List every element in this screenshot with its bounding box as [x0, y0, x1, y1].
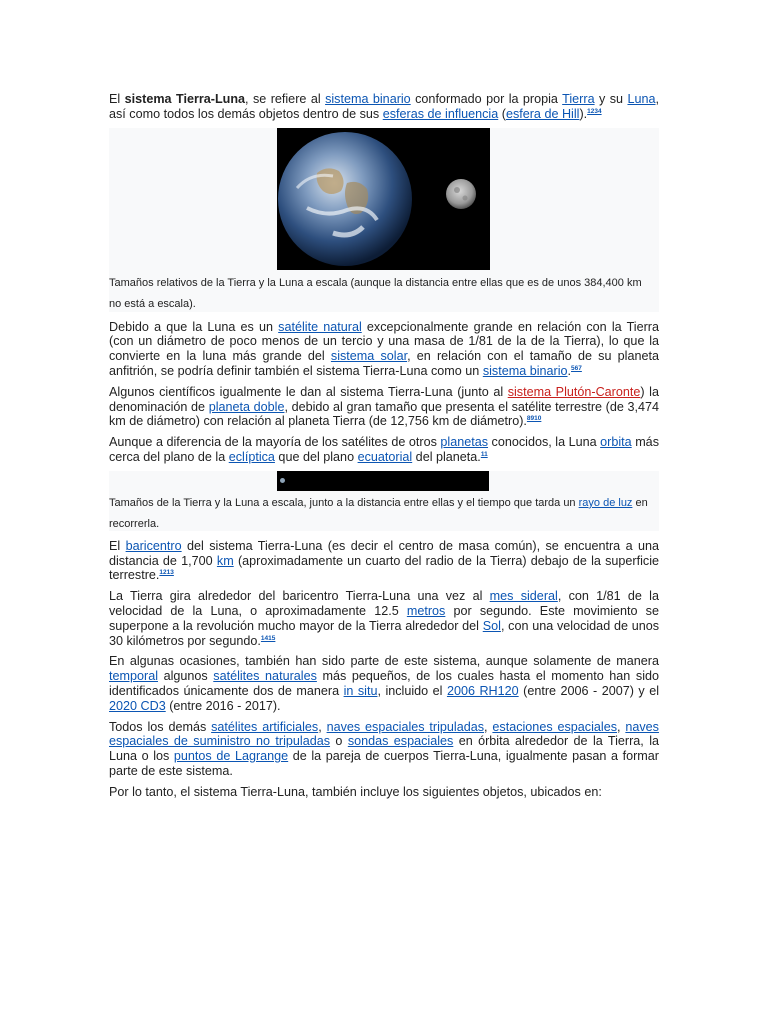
- text: ) la denominación de: [109, 384, 659, 414]
- link-satelite-natural[interactable]: satélite natural: [278, 319, 362, 334]
- text: En algunas ocasiones, también han sido parte de este sistema, aunque solamente de manera: [109, 654, 659, 669]
- link-mes-sideral[interactable]: mes sideral: [489, 589, 558, 604]
- text: , en relación con el tamaño de su planeta anfitrión, se podría definir también el sistema Tierra-Luna como un: [109, 349, 659, 378]
- reference-link[interactable]: 1213: [159, 569, 174, 577]
- link-km[interactable]: km: [216, 553, 234, 568]
- text: más cerca del plano de la: [109, 435, 659, 464]
- paragraph-intro: [109, 92, 659, 122]
- text: algunos: [158, 669, 214, 684]
- text: Tamaños de la Tierra y la Luna a escala, junto a la distancia entre ellas y el tiempo que tarda un: [109, 496, 579, 509]
- link-satelites-naturales[interactable]: satélites naturales: [213, 669, 317, 684]
- text: ,: [617, 719, 626, 734]
- text: , se refiere al: [245, 92, 326, 106]
- text: Algunos científicos igualmente le dan al sistema Tierra-Luna (junto al: [109, 384, 508, 399]
- text: , incluido el: [377, 683, 447, 698]
- text: El: [109, 538, 126, 553]
- text: más pequeños, de los cuales hasta el momento han sido identificados únicamente dos de manera: [109, 669, 659, 698]
- text: en órbita alrededor de la Tierra, la Luna o los: [109, 734, 659, 764]
- text: en recorrerla.: [109, 496, 648, 530]
- text: y su: [594, 92, 628, 106]
- link-sistema-binario-2[interactable]: sistema binario: [482, 363, 568, 378]
- text: Debido a que la Luna es un: [109, 319, 279, 334]
- paragraph-satellite: [109, 320, 659, 379]
- link-2006-rh120[interactable]: 2006 RH120: [446, 683, 519, 698]
- earth-shape: [278, 132, 412, 266]
- link-ecliptica[interactable]: eclíptica: [228, 449, 275, 464]
- earth-dot: [280, 478, 285, 483]
- text: conocidos, la Luna: [488, 435, 601, 450]
- reference-link[interactable]: 1234: [587, 107, 602, 115]
- link-rayo-de-luz[interactable]: rayo de luz: [578, 496, 633, 509]
- text: ).: [579, 106, 588, 121]
- link-sistema-solar[interactable]: sistema solar: [330, 349, 408, 364]
- text: (entre 2016 - 2017).: [165, 698, 281, 713]
- text: excepcionalmente grande en relación con la Tierra (con un diámetro de poco menos de un tercio y una masa de 1/81 de la de la Tierra), lo que la convierte en la luna más grande del: [109, 319, 659, 364]
- figure-earth-moon-sizes: [109, 128, 659, 312]
- text: La Tierra gira alrededor del baricentro Tierra-Luna una vez al: [109, 589, 490, 604]
- link-sistema-pluton-caronte[interactable]: sistema Plutón-Caronte: [507, 384, 641, 399]
- link-temporal[interactable]: temporal: [109, 669, 158, 684]
- link-naves-de-suministro[interactable]: naves espaciales de suministro no tripuladas: [109, 719, 659, 749]
- paragraph-temporary-satellites: [109, 654, 659, 713]
- link-metros[interactable]: metros: [406, 603, 446, 618]
- figure-caption: [109, 493, 654, 535]
- link-sistema-binario[interactable]: sistema binario: [325, 92, 411, 106]
- bold-term: sistema Tierra-Luna: [124, 92, 246, 106]
- paragraph-rotation: [109, 589, 659, 648]
- link-estaciones-espaciales[interactable]: estaciones espaciales: [492, 719, 617, 734]
- article-body: [109, 92, 659, 806]
- reference-link[interactable]: 567: [571, 364, 582, 372]
- link-sondas-espaciales[interactable]: sondas espaciales: [347, 734, 454, 749]
- link-esferas-de-influencia[interactable]: esferas de influencia: [382, 106, 499, 121]
- text: Todos los demás: [109, 719, 212, 734]
- link-2020-cd3[interactable]: 2020 CD3: [109, 698, 166, 713]
- link-naves-espaciales-tripuladas[interactable]: naves espaciales tripuladas: [326, 719, 485, 734]
- link-tierra[interactable]: Tierra: [562, 92, 595, 106]
- link-puntos-de-lagrange[interactable]: puntos de Lagrange: [173, 749, 289, 764]
- figure-caption: Tamaños relativos de la Tierra y la Luna a escala (aunque la distancia entre ellas que es de unos 384,400 km no está a escala).: [109, 276, 642, 310]
- text: El: [109, 92, 125, 106]
- text: de la pareja de cuerpos Tierra-Luna, igualmente pasan a formar parte de este sistema.: [109, 749, 659, 778]
- link-baricentro[interactable]: baricentro: [125, 538, 182, 553]
- earth-moon-distance-animation: [277, 471, 489, 491]
- text: por segundo. Este movimiento se superpone a la revolución mucho mayor de la Tierra alrededor del: [109, 603, 659, 633]
- paragraph-orbit: [109, 435, 659, 465]
- text: (entre 2006 - 2007) y el: [518, 683, 659, 698]
- text: , debido al gran tamaño que presenta el satélite terrestre (de 3,474 km de diámetro) con relación al planeta Tierra (de 12,756 km de diámetro).: [109, 399, 660, 429]
- text: , con 1/81 de la velocidad de la Luna, o aproximadamente 12.5: [109, 589, 659, 618]
- paragraph-barycenter: [109, 539, 659, 583]
- link-esfera-de-hill[interactable]: esfera de Hill: [505, 106, 580, 121]
- text: o: [330, 734, 348, 749]
- link-satelites-artificiales[interactable]: satélites artificiales: [211, 719, 319, 734]
- link-luna[interactable]: Luna: [627, 92, 656, 106]
- link-ecuatorial[interactable]: ecuatorial: [357, 449, 413, 464]
- text: ,: [318, 719, 327, 734]
- reference-link[interactable]: 1415: [260, 634, 276, 642]
- figure-earth-moon-distance: [109, 471, 659, 531]
- paragraph-artificial-objects: [109, 720, 659, 779]
- paragraph-double-planet: [109, 385, 659, 429]
- link-sol[interactable]: Sol: [482, 618, 501, 633]
- paragraph-closing: Por lo tanto, el sistema Tierra-Luna, también incluye los siguientes objetos, ubicados en:: [109, 784, 602, 799]
- earth-moon-image: [277, 128, 490, 270]
- text: del planeta.: [412, 449, 481, 464]
- text: .: [567, 363, 572, 378]
- text: , con una velocidad de unos 30 kilómetros por segundo.: [109, 618, 660, 648]
- text: (aproximadamente un cuarto del radio de la Tierra) debajo de la superficie terrestre.: [109, 553, 659, 583]
- text: del sistema Tierra-Luna (es decir el centro de masa común), se encuentra a una distancia de 1,700: [109, 538, 660, 568]
- link-planeta-doble[interactable]: planeta doble: [208, 399, 285, 414]
- link-in-situ[interactable]: in situ: [343, 683, 378, 698]
- reference-link[interactable]: 8910: [526, 415, 542, 423]
- text: , así como todos los demás objetos dentro de sus: [109, 92, 659, 121]
- link-planetas[interactable]: planetas: [440, 435, 489, 450]
- text: Aunque a diferencia de la mayoría de los satélites de otros: [109, 435, 441, 450]
- text: que del plano: [274, 449, 358, 464]
- link-orbita[interactable]: orbita: [600, 435, 632, 450]
- reference-link[interactable]: 11: [480, 450, 488, 458]
- text: ,: [484, 719, 493, 734]
- text: conformado por la propia: [410, 92, 563, 106]
- text: (: [498, 106, 506, 121]
- moon-shape: [446, 179, 476, 209]
